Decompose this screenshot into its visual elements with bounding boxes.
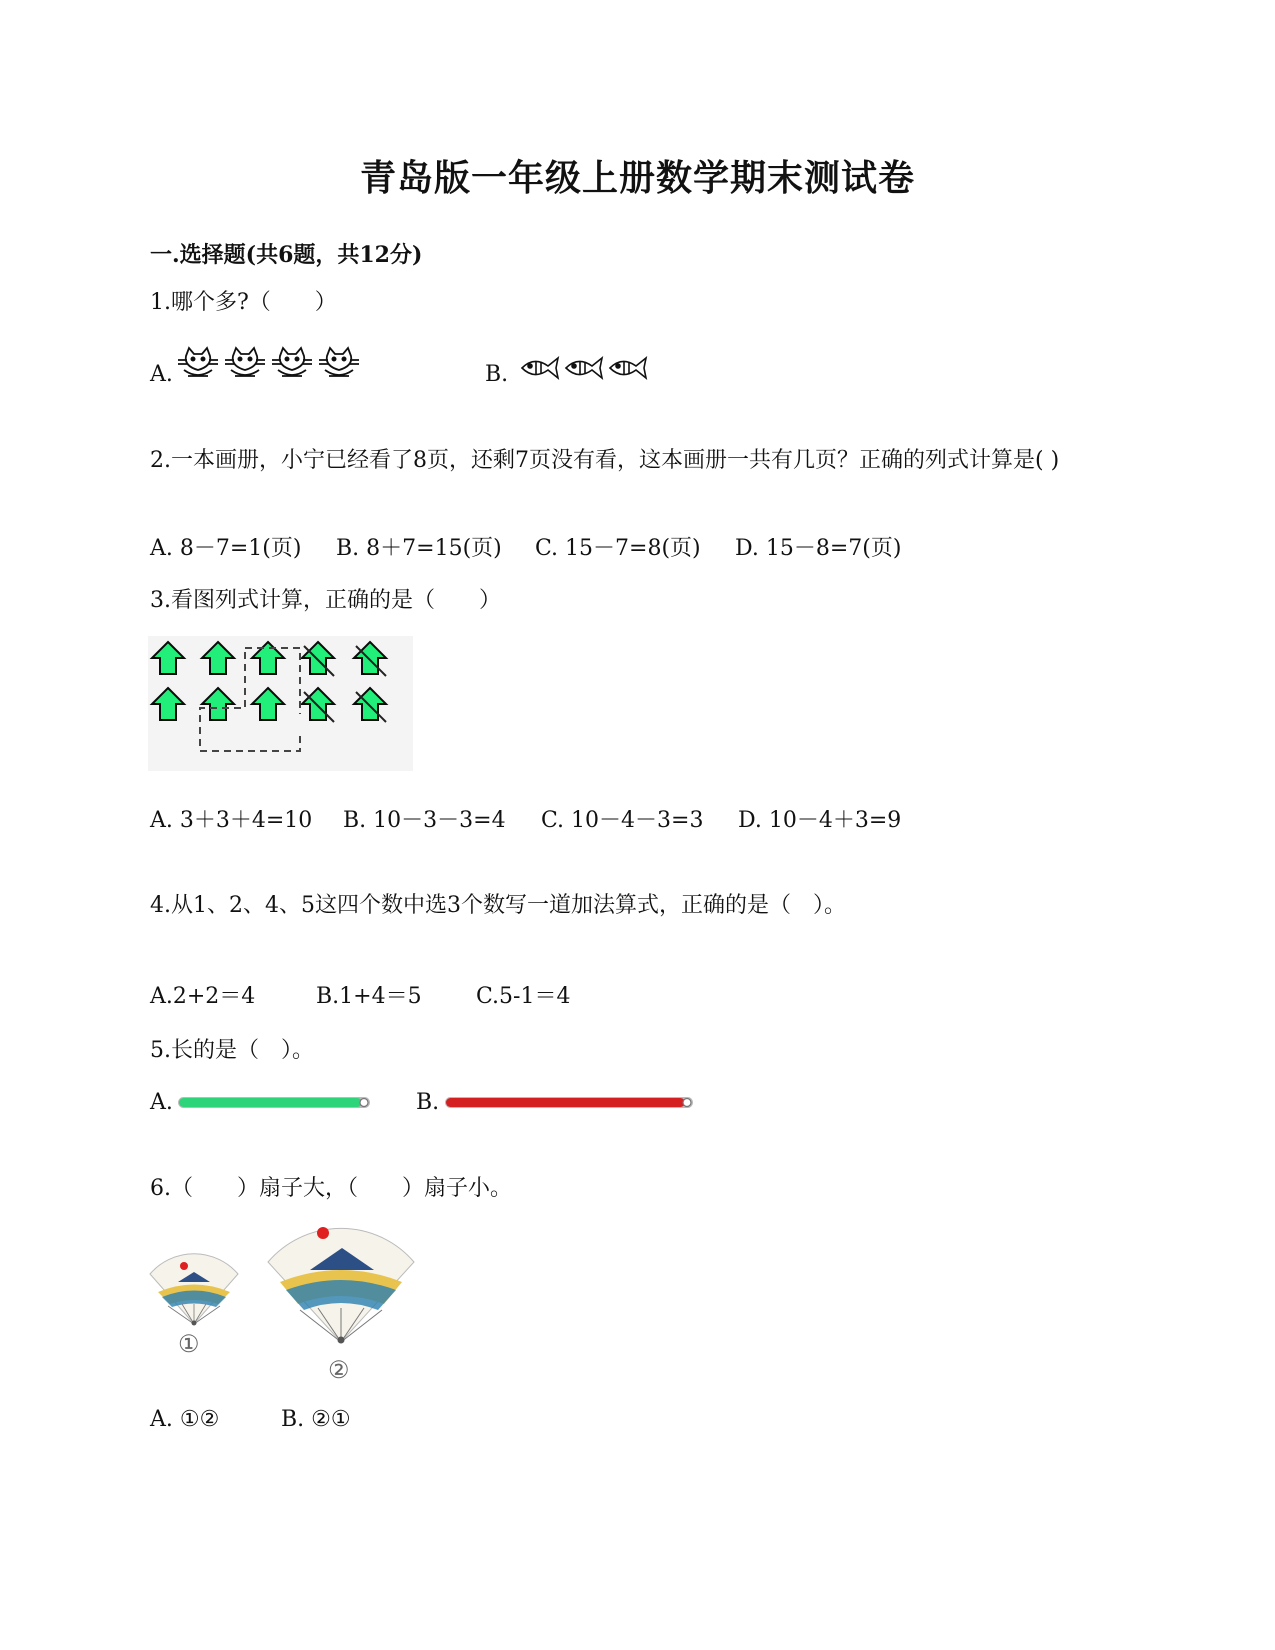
q2-option-a[interactable]: A. 8－7=1(页): [150, 536, 302, 561]
fish-icon: [566, 358, 602, 378]
red-bar: [444, 1095, 696, 1111]
fan-1-label: ①: [178, 1330, 200, 1358]
q6-option-b[interactable]: B. ②①: [281, 1407, 351, 1432]
q3-option-b[interactable]: B. 10－3－3=4: [343, 808, 506, 833]
q4-option-a[interactable]: A.2+2＝4: [150, 984, 256, 1009]
question-4: 4.从1、2、4、5这四个数中选3个数写一道加法算式，正确的是（ ）。: [150, 893, 846, 918]
q3-option-d[interactable]: D. 10－4＋3=9: [738, 808, 902, 833]
page-title: 青岛版一年级上册数学期末测试卷: [359, 157, 915, 199]
fan-2-label: ②: [328, 1356, 350, 1384]
q2-option-b[interactable]: B. 8＋7=15(页): [336, 536, 502, 561]
cat-icon: [225, 348, 265, 376]
cats-image: [178, 346, 368, 384]
question-3: 3.看图列式计算，正确的是（ ）: [150, 588, 501, 613]
q1-option-a-label[interactable]: A.: [150, 362, 173, 387]
q4-option-c[interactable]: C.5-1＝4: [476, 984, 571, 1009]
q4-option-b[interactable]: B.1+4＝5: [316, 984, 422, 1009]
arrows-figure: [148, 636, 413, 771]
small-fan-image: [148, 1252, 240, 1327]
question-5: 5.长的是（ ）。: [150, 1038, 314, 1063]
q1-option-b-label[interactable]: B.: [485, 362, 509, 387]
q2-option-d[interactable]: D. 15－8=7(页): [735, 536, 902, 561]
green-bar: [177, 1095, 373, 1111]
red-bar-fill: [446, 1098, 685, 1107]
section-heading: 一.选择题(共6题，共12分): [150, 242, 423, 268]
question-2: 2.一本画册，小宁已经看了8页，还剩7页没有看，这本画册一共有几页？正确的列式计算是( ): [150, 448, 1060, 473]
question-1: 1.哪个多?（ ）: [150, 290, 337, 315]
cat-icon: [319, 348, 359, 376]
question-6: 6.（ ）扇子大，（ ）扇子小。: [150, 1176, 512, 1201]
q2-option-c[interactable]: C. 15－7=8(页): [535, 536, 701, 561]
fish-icon: [522, 358, 558, 378]
q3-option-a[interactable]: A. 3＋3＋4=10: [150, 808, 313, 833]
green-bar-fill: [179, 1098, 362, 1107]
q3-option-c[interactable]: C. 10－4－3=3: [541, 808, 704, 833]
fish-icon: [610, 358, 646, 378]
fish-image: [520, 352, 660, 384]
cat-icon: [272, 348, 312, 376]
q5-option-b-label[interactable]: B.: [416, 1090, 440, 1115]
q6-option-a[interactable]: A. ①②: [150, 1407, 220, 1432]
cat-icon: [178, 348, 218, 376]
large-fan-image: [266, 1224, 416, 1346]
q5-option-a-label[interactable]: A.: [150, 1090, 173, 1115]
